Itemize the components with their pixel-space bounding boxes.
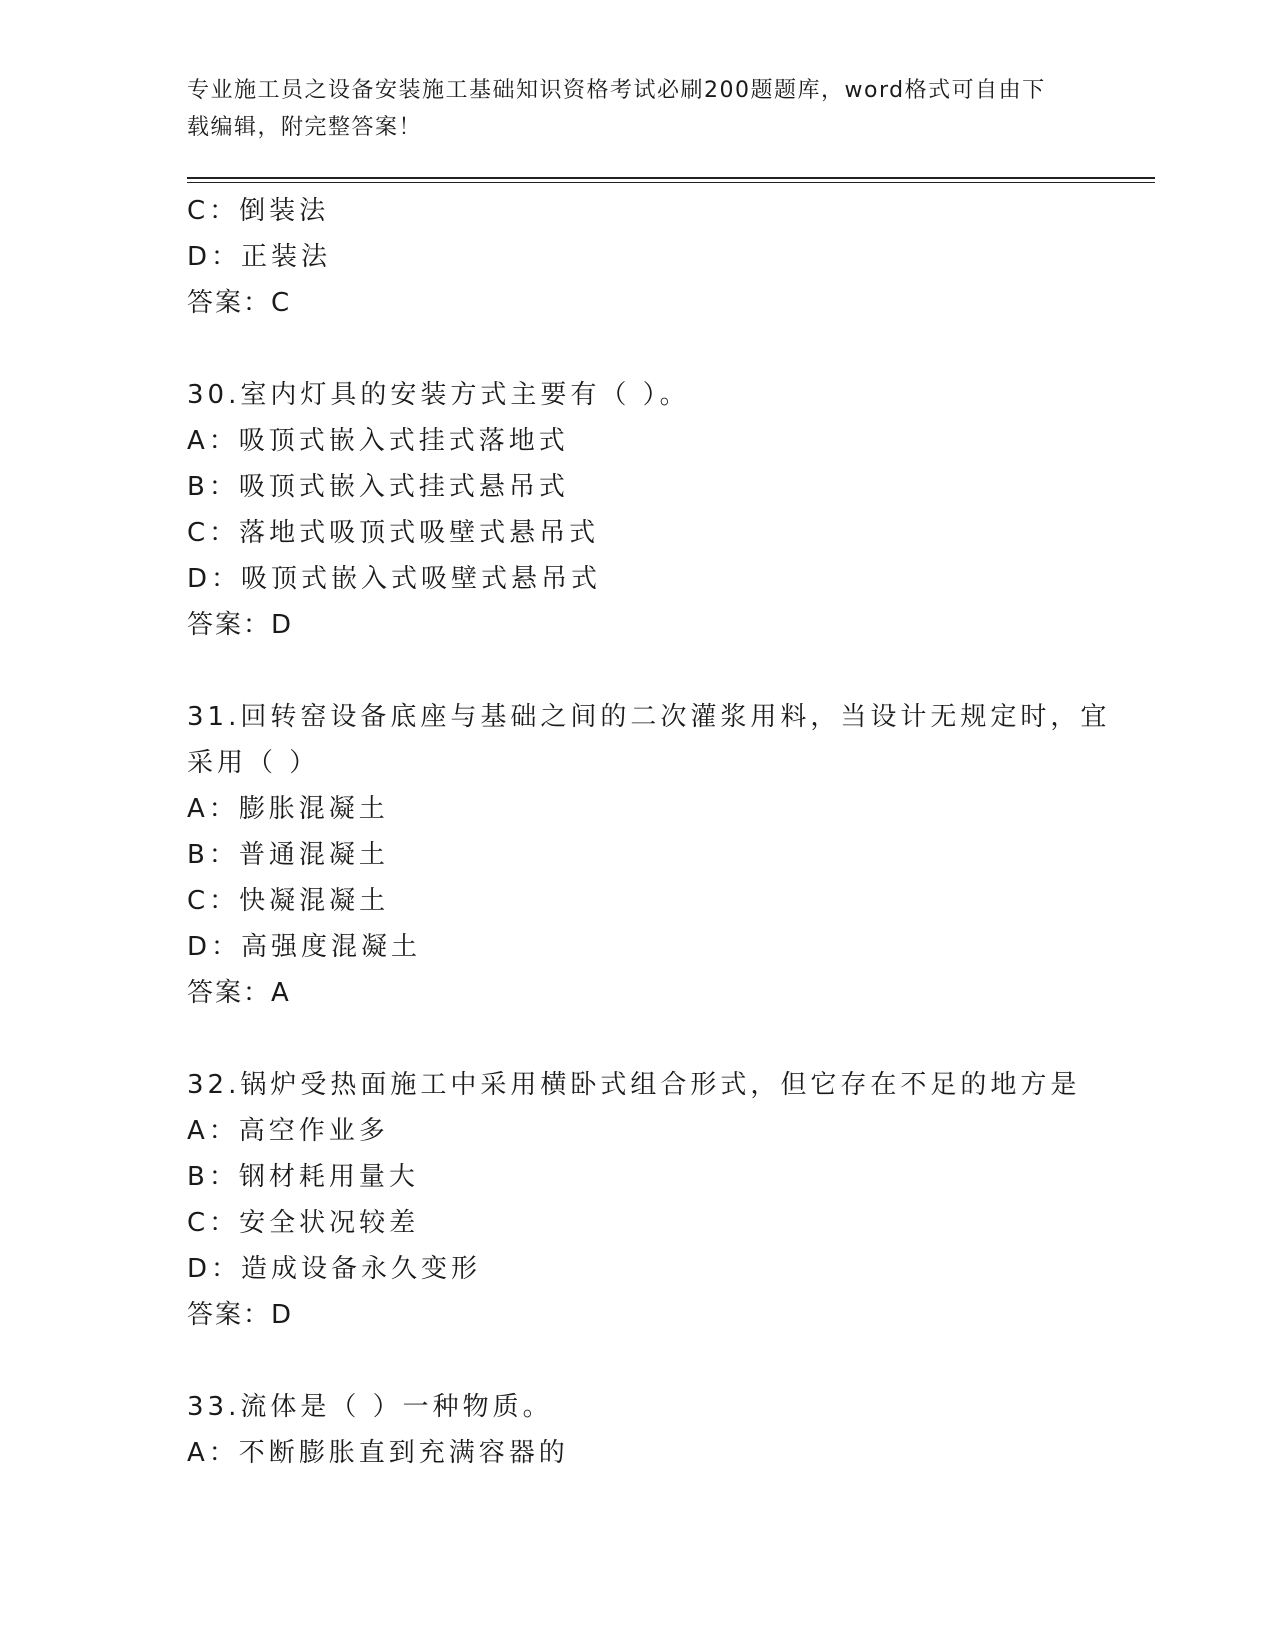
answer-line: 答案：C — [187, 288, 292, 318]
question-text-line-1: 31.回转窑设备底座与基础之间的二次灌浆用料，当设计无规定时，宜 — [187, 702, 1111, 732]
answer-line: 答案：A — [187, 978, 291, 1008]
header-rule-thick — [187, 177, 1155, 179]
document-header — [187, 72, 1067, 146]
option-c: C：安全状况较差 — [187, 1208, 420, 1238]
spacer — [187, 1016, 1127, 1062]
option-b: B：钢材耗用量大 — [187, 1162, 419, 1192]
question-text: 32.锅炉受热面施工中采用横卧式组合形式，但它存在不足的地方是 — [187, 1070, 1081, 1100]
answer-line: 答案：D — [187, 1300, 294, 1330]
question-29-fragment — [187, 188, 1127, 326]
option-d: D：吸顶式嵌入式吸壁式悬吊式 — [187, 564, 602, 594]
option-a: A：吸顶式嵌入式挂式落地式 — [187, 426, 569, 456]
spacer — [187, 648, 1127, 694]
option-c: C：落地式吸顶式吸壁式悬吊式 — [187, 518, 600, 548]
option-b: B：吸顶式嵌入式挂式悬吊式 — [187, 472, 569, 502]
option-c: C：快凝混凝土 — [187, 886, 390, 916]
header-title: 专业施工员之设备安装施工基础知识资格考试必刷200题题库，word格式可自由下载编辑，附完整答案！ — [187, 78, 1046, 140]
question-31 — [187, 694, 1127, 1016]
option-d: D：造成设备永久变形 — [187, 1254, 482, 1284]
question-text: 33.流体是（ ）一种物质。 — [187, 1392, 553, 1422]
header-rule-thin — [187, 182, 1155, 183]
question-list — [187, 188, 1127, 1476]
question-text-line-2: 采用（ ） — [187, 748, 320, 778]
option-c: C：倒装法 — [187, 196, 330, 226]
option-a: A：高空作业多 — [187, 1116, 389, 1146]
spacer — [187, 1338, 1127, 1384]
question-30 — [187, 372, 1127, 648]
option-d: D：正装法 — [187, 242, 332, 272]
spacer — [187, 326, 1127, 372]
answer-line: 答案：D — [187, 610, 294, 640]
option-b: B：普通混凝土 — [187, 840, 389, 870]
option-a: A：膨胀混凝土 — [187, 794, 389, 824]
question-32 — [187, 1062, 1127, 1338]
option-a: A：不断膨胀直到充满容器的 — [187, 1438, 569, 1468]
question-text: 30.室内灯具的安装方式主要有（ ）。 — [187, 380, 690, 410]
question-33 — [187, 1384, 1127, 1476]
option-d: D：高强度混凝土 — [187, 932, 422, 962]
